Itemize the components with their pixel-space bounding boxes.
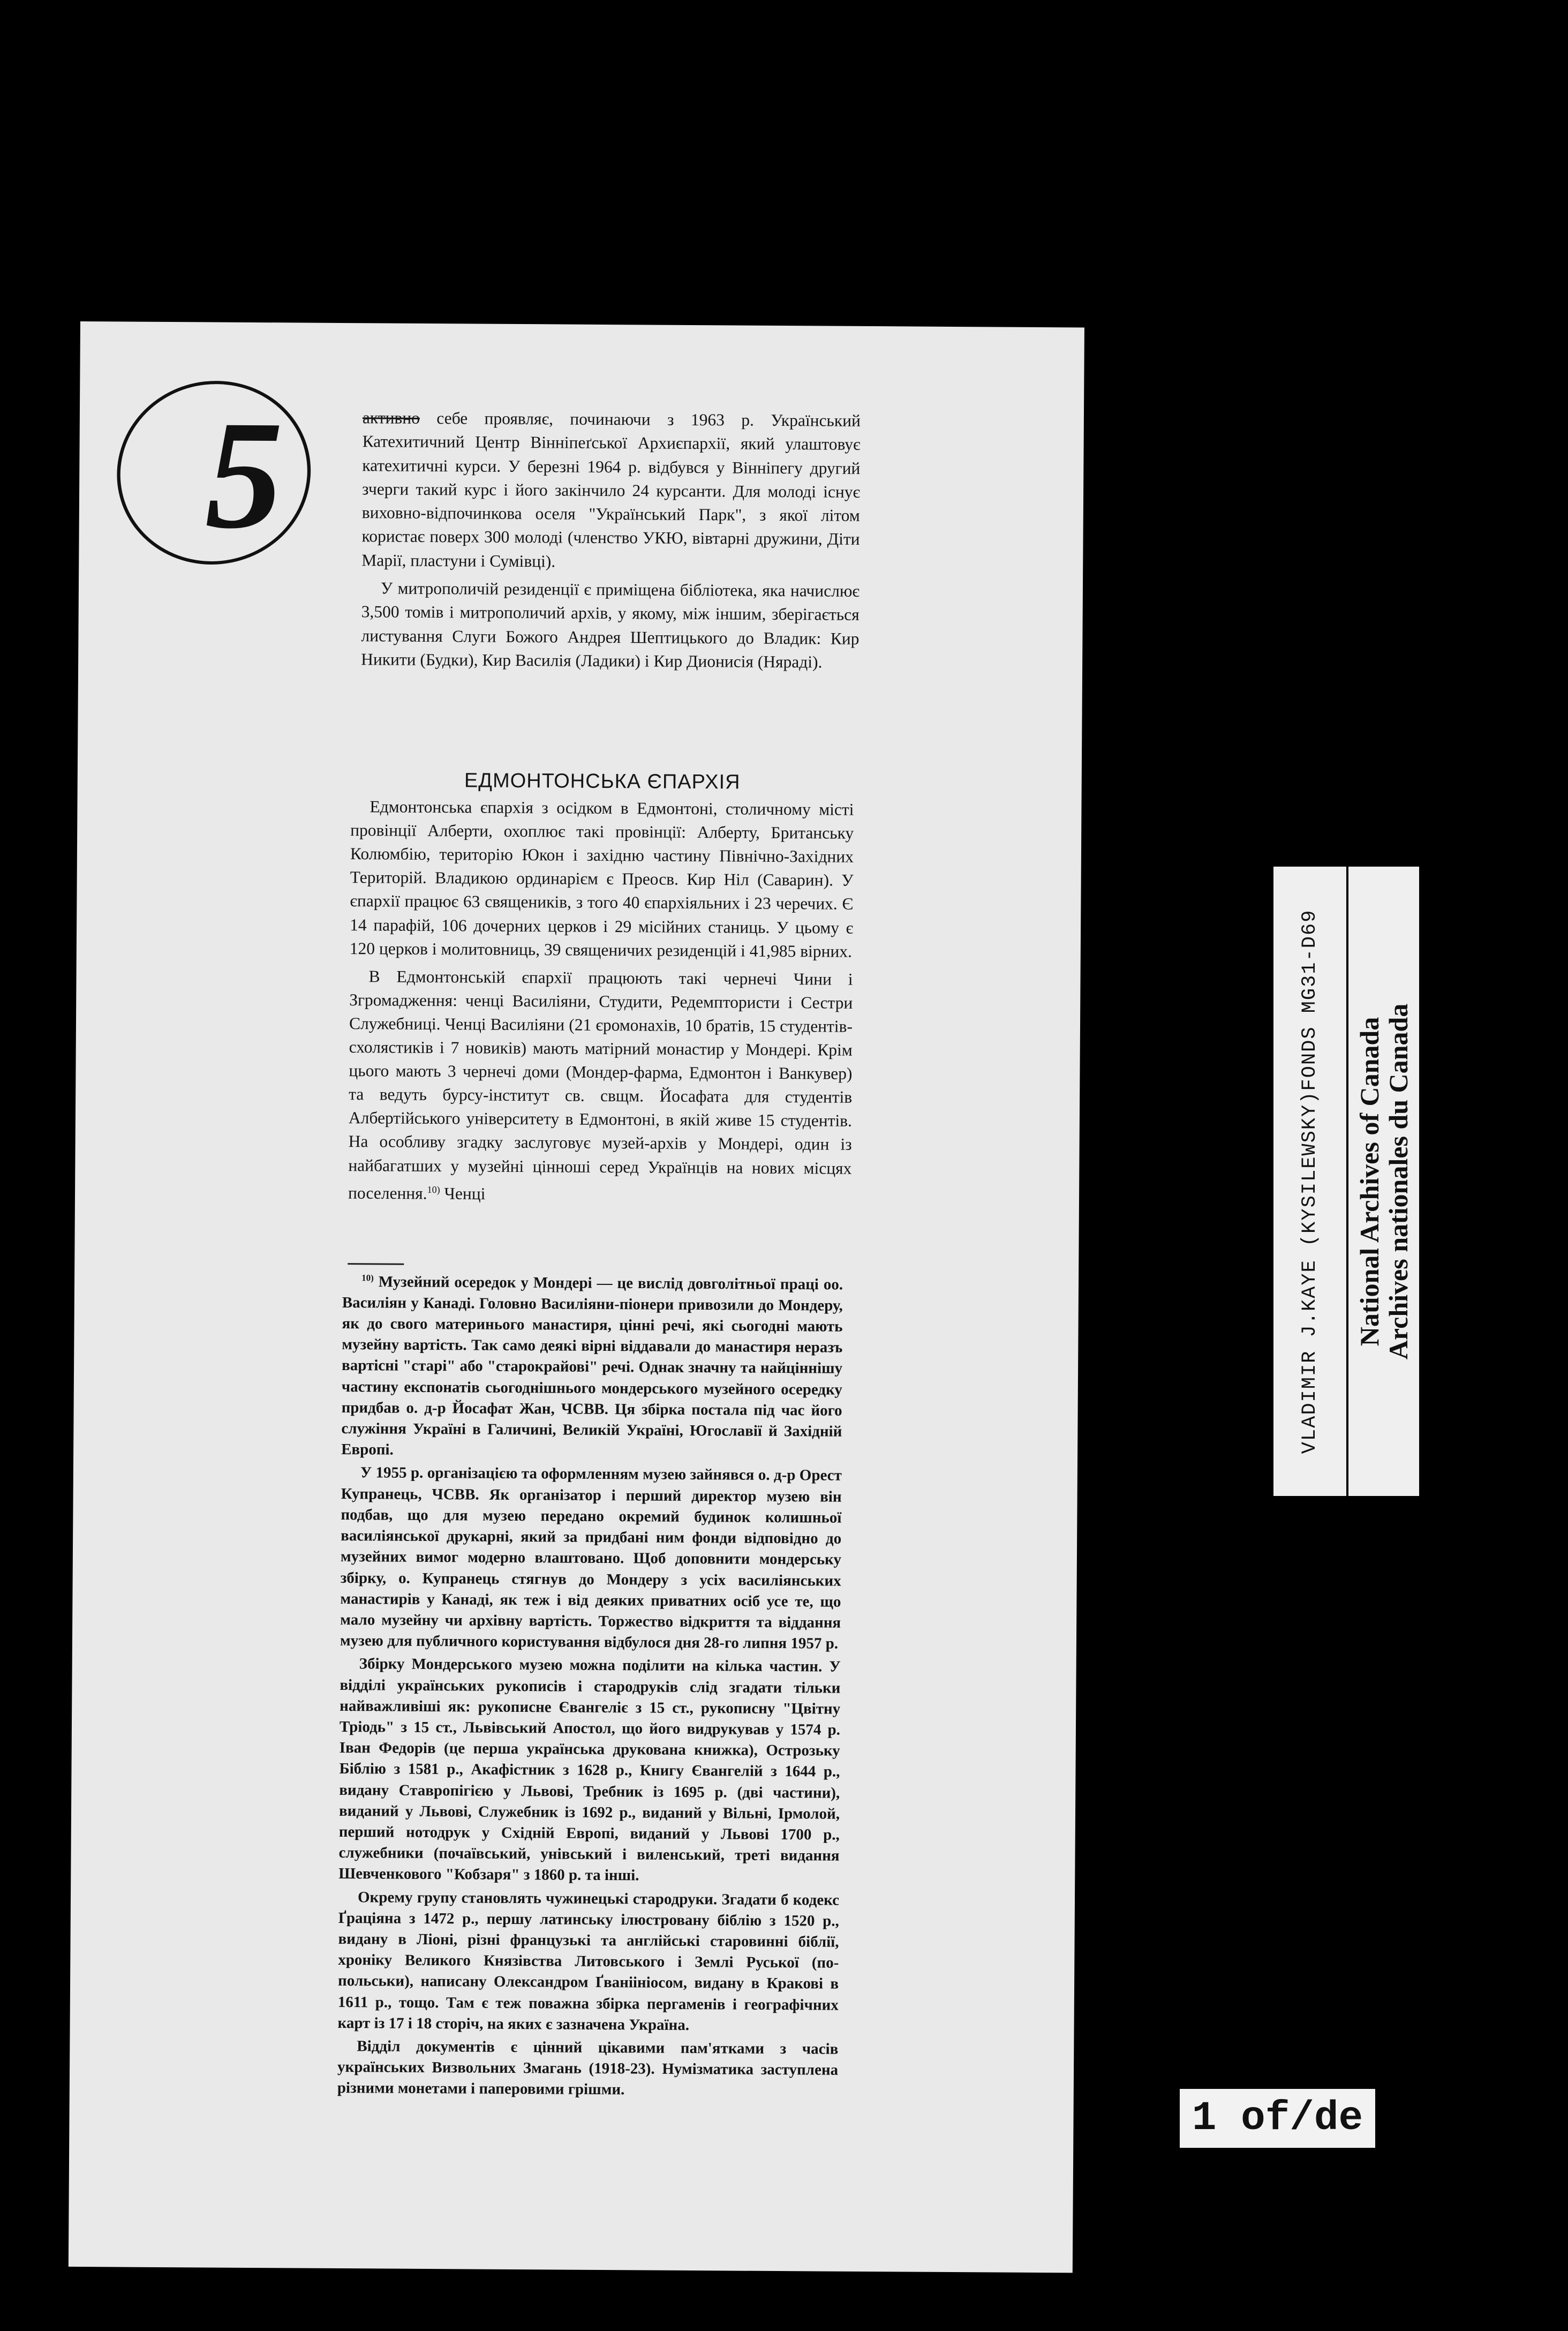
archives-label [1348,867,1419,1496]
footnote-divider [348,1263,404,1265]
intro-paragraph-1: себе проявляє, починаючи з 1963 р. Український Катехитичний Центр Вінніпеґської Архиєпархії, який улаштовує катехитичні курси. У березні 1964 р. відбувся у Вінніпегу другий зчерги такий курс і його закінчило 24 курсанти. Для молоді існує виховно-відпочинкова оселя "Український Парк", з якої літом користає поверх 300 молоді (членство УКЮ, вівтарні дружини, Діти Марії, пластуни і Сумівці). [361,408,861,571]
footnote-paragraph-2: У 1955 р. організацією та оформленням музею зайнявся о. д-р Орест Купранець, ЧСВВ. Як організатор і перший директор музею він подбав, що для музею передано окремий будинок колишньої василіянської друкарні, який за придбані ним фонди відповідно до музейних вимог модерно влаштовано. Щоб доповнити мондерську збірку, о. Купранець стягнув до Мондеру з усіх василіянських манастирів у Канаді, як теж і від деяких приватних осіб усе те, що мало музейну чи архівну вартість. Торжество відкриття та віддання музею для публичного користування відбулося дня 28-го липня 1957 р. [340,1464,842,1652]
footnote-paragraph-1: Музейний осередок у Мондері — це вислід довголітньої праці оо. Василіян у Канаді. Головно Василіяни-піонери привозили до Мондеру, як до свого материнього манастиря, цінні речі, які сьогодні мають музейну вартість. Так само деякі вірні віддавали до манастиря неразъ вартісні "старі" або "старокрайові" речі. Однак значну та найціннішу частину експонатів сьогоднішнього мондерського музейного осередку придбав о. д-р Йосафат Жан, ЧСВВ. Ця збірка постала під час його служіння Україні в Галичині, Великій Україні, Югославії й Західній Европі. [341,1273,843,1458]
document-page [69,321,1084,2273]
edmonton-paragraph-1: Едмонтонська єпархія з осідком в Едмонтоні, столичному місті провінції Алберти, охоплює такі провінції: Алберту, Британську Колюмбію, територію Юкон і західню частину Північно-Західних Територій. Владикою ординарієм є Преосв. Кир Ніл (Саварин). У єпархії працює 63 священиків, з того 40 єпархіяльних і 23 черечих. Є 14 парафій, 106 дочерних церков і 29 місійних станиць. У цьому є 120 церков і молитовниць, 39 священичих резиденцій і 41,985 вірних. [349,797,854,961]
footnote-block [337,1267,843,2104]
edmonton-section [348,765,854,1212]
fonds-label [1273,867,1346,1496]
footnote-reference: 10) [427,1184,440,1195]
archives-label-english: National Archives of Canada [1354,1017,1384,1346]
struck-word: активно [362,408,420,427]
archives-label-french: Archives nationales du Canada [1383,1003,1413,1359]
footnote-marker: 10) [361,1273,374,1283]
intro-text-block [361,406,861,679]
page-count-label [1180,2089,1375,2148]
page-count-text: 1 of/de [1192,2095,1363,2141]
edmonton-paragraph-2: В Едмонтонській єпархії працюють такі чернечі Чини і Згромадження: ченці Василіяни, Студити, Редемптористи і Сестри Служебниці. Ченці Василіяни (21 єромонахів, 10 братів, 15 студентів-схолястиків і 7 новиків) мають матірний монастир у Мондері. Крім цього мають 3 чернечі доми (Мондер-фарма, Едмонтон і Ванкувер) та ведуть бурсу-інститут св. свщм. Йосафата для студентів Албертійського університету в Едмонтоні, в якій живе 15 студентів. На особливу згадку заслуговує музей-архів у Мондері, один із найбагатших у музейні цінноші серед Українців на нових місцях поселення. [348,967,853,1203]
fonds-label-text: VLADIMIR J.KAYE (KYSILEWSKY)FONDS MG31-D69 [1299,909,1321,1454]
footnote-paragraph-5: Відділ документів є цінний цікавими пам'ятками з часів українських Визвольних Змагань (1918-23). Нумізматика заступлена різними монетами і паперовими грішми. [337,2037,839,2099]
handwritten-page-number: 5 [205,388,284,561]
section-heading: ЕДМОНТОНСЬКА ЄПАРХІЯ [464,769,741,794]
footnote-paragraph-4: Окрему групу становлять чужинецькі стародруки. Згадати б кодекс Ґраціяна з 1472 р., першу латинську ілюстровану біблію з 1520 р., видану в Ліоні, різні французькі та англійські старовинні біблії, хроніку Великого Князівства Литовського і Землі Руської (по-польськи), написану Олександром Ґваніініосом, видану в Кракові в 1611 р., тощо. Там є теж поважна збірка пергаменів і географічних карт із 17 і 18 сторіч, на яких є зазначена Україна. [337,1888,840,2034]
edmonton-paragraph-3: Ченці [444,1184,486,1203]
intro-paragraph-2: У митрополичій резиденції є приміщена бібліотека, яка начислює 3,500 томів і митрополичий архів, у якому, між іншим, зберігається листування Слуги Божого Андрея Шептицького до Владик: Кир Никити (Будки), Кир Василія (Ладики) і Кир Дионисія (Няраді). [361,578,860,672]
archives-label-text [1355,1003,1413,1359]
footnote-paragraph-3: Збірку Мондерського музею можна поділити на кілька частин. У відділі українських рукописів і стародруків слід згадати тільки найважливіші як: рукописне Євангеліє з 15 ст., рукописну "Цвітну Тріодь" з 15 ст., Львівський Апостол, що його видрукував у 1574 р. Іван Федорів (це перша українська друкована книжка), Острозьку Біблію з 1581 р., Акафістник з 1628 р., Книгу Євангелій з 1644 р., видану Ставропігією у Львові, Требник із 1695 р. (дві частини), виданий у Львові, Служебник із 1692 р., виданий у Вільні, Ірмолой, перший нотодрук у Східній Европі, виданий у Львові 1700 р., служебники (почаївський, унівський і виленський, треті видання Шевченкового "Кобзаря" з 1860 р. та інші. [338,1655,841,1884]
